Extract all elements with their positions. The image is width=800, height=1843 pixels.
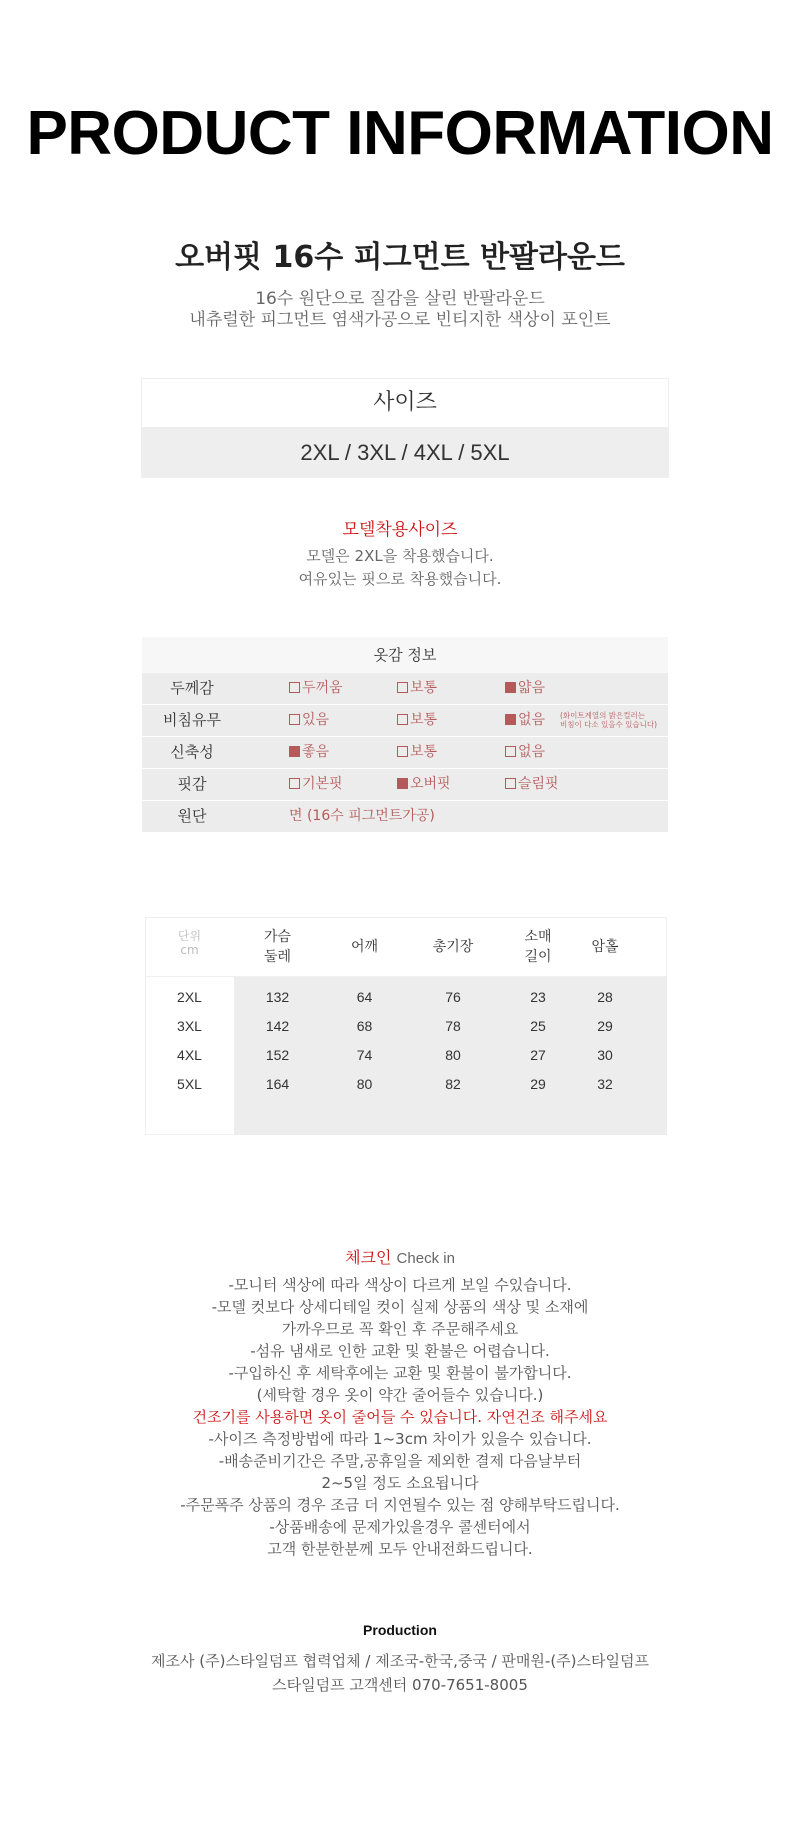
- measure-cell: 76: [445, 989, 461, 1005]
- fabric-option: 기본핏: [289, 769, 343, 800]
- production-line: 스타일덤프 고객센터 070-7651-8005: [272, 1676, 528, 1694]
- checkin-note: 가까우므로 꼭 확인 후 주문해주세요: [281, 1320, 519, 1338]
- measure-cell: 29: [530, 1076, 546, 1092]
- fabric-note: (화이트계열의 밝은컬러는 비침이 다소 있을수 있습니다): [560, 711, 658, 729]
- checkbox-icon: [289, 682, 300, 693]
- fabric-option: 보통: [397, 737, 437, 768]
- size-title: 사이즈: [141, 378, 669, 428]
- checkin-title-ko: 체크인: [345, 1248, 392, 1267]
- fabric-info-title: 옷감 정보: [142, 637, 668, 673]
- measure-cell: 142: [265, 1018, 290, 1034]
- fabric-option-checked: 오버핏: [397, 769, 451, 800]
- checkin-note: -구입하신 후 세탁후에는 교환 및 환불이 불가합니다.: [228, 1364, 572, 1382]
- fabric-row-label: 핏감: [177, 775, 207, 793]
- fabric-option-checked: 좋음: [289, 737, 329, 768]
- fabric-row-fit: [142, 769, 668, 801]
- product-desc-line: 16수 원단으로 질감을 살린 반팔라운드: [255, 289, 545, 309]
- production-title: Production: [363, 1622, 437, 1638]
- measure-cell: 80: [445, 1047, 461, 1063]
- checkin-title-en: Check in: [396, 1250, 455, 1267]
- checkbox-icon: [397, 714, 408, 725]
- fabric-row-sheerness: [142, 705, 668, 737]
- measure-cell: 152: [265, 1047, 290, 1063]
- checkbox-icon: [289, 714, 300, 725]
- measure-cell: 30: [597, 1047, 613, 1063]
- checked-checkbox-icon: [397, 778, 408, 789]
- fabric-option-checked: 얇음: [505, 673, 545, 704]
- fabric-option: 보통: [397, 673, 437, 704]
- checkin-note: -모델 컷보다 상세디테일 컷이 실제 상품의 색상 및 소재에: [211, 1298, 589, 1316]
- measure-cell: 29: [597, 1018, 613, 1034]
- checkbox-icon: [505, 746, 516, 757]
- checkin-note: -모니터 색상에 따라 색상이 다르게 보일 수있습니다.: [228, 1276, 572, 1294]
- checkbox-icon: [289, 778, 300, 789]
- fabric-row-stretch: [142, 737, 668, 769]
- fabric-row-label: 두께감: [170, 679, 214, 697]
- measure-cell: 74: [356, 1047, 373, 1063]
- measure-cell: 23: [530, 989, 546, 1005]
- model-size-line: 모델은 2XL을 착용했습니다.: [306, 547, 494, 565]
- measure-column-header: 총기장: [432, 939, 474, 955]
- checkin-note: -섬유 냄새로 인한 교환 및 환불은 어렵습니다.: [250, 1342, 550, 1360]
- model-size-line: 여유있는 핏으로 착용했습니다.: [298, 570, 502, 588]
- measure-cell: 78: [445, 1018, 461, 1034]
- fabric-row-label: 원단: [177, 807, 207, 825]
- measure-cell: 164: [265, 1076, 290, 1092]
- checkin-note: -사이즈 측정방법에 따라 1~3cm 차이가 있을수 있습니다.: [208, 1430, 592, 1448]
- measure-unit: 단위 cm: [177, 929, 202, 957]
- checkin-note: 2~5일 정도 소요됩니다: [321, 1474, 479, 1492]
- measure-cell: 68: [356, 1018, 373, 1034]
- measure-cell: 27: [530, 1047, 546, 1063]
- measure-column-header: 암홀: [591, 939, 619, 955]
- measure-column-header: 가슴 둘레: [263, 929, 292, 965]
- checkin-note: 고객 한분한분께 모두 안내전화드립니다.: [267, 1540, 533, 1558]
- checkin-title: [0, 1245, 800, 1268]
- checked-checkbox-icon: [289, 746, 300, 757]
- fabric-row-label: 비침유무: [163, 711, 221, 729]
- measure-row-size: 3XL: [177, 1018, 202, 1034]
- checkbox-icon: [505, 778, 516, 789]
- measure-cell: 80: [356, 1076, 373, 1092]
- model-size-title: 모델착용사이즈: [342, 520, 458, 540]
- checkin-note: -주문폭주 상품의 경우 조금 더 지연될수 있는 점 양해부탁드립니다.: [180, 1496, 620, 1514]
- measure-row-size: 2XL: [177, 989, 202, 1005]
- measure-cell: 32: [597, 1076, 613, 1092]
- fabric-option-checked: 없음: [505, 705, 545, 736]
- fabric-row-material: [142, 801, 668, 833]
- measure-cell: 64: [356, 989, 373, 1005]
- measure-row-size: 5XL: [177, 1076, 202, 1092]
- product-desc-line: 내츄럴한 피그먼트 염색가공으로 빈티지한 색상이 포인트: [189, 310, 611, 330]
- fabric-info-table: [142, 637, 668, 833]
- size-measure-table: [145, 917, 667, 1135]
- measure-column-header: 소매 길이: [524, 929, 552, 965]
- fabric-option: 슬림핏: [505, 769, 559, 800]
- fabric-material-value: 면 (16수 피그먼트가공): [289, 808, 435, 824]
- fabric-option: 보통: [397, 705, 437, 736]
- checkbox-icon: [397, 746, 408, 757]
- checkin-note: -상품배송에 문제가있을경우 콜센터에서: [269, 1518, 531, 1536]
- fabric-row-thickness: [142, 673, 668, 705]
- measure-column-header: 어깨: [350, 939, 379, 955]
- size-values: 2XL / 3XL / 4XL / 5XL: [141, 428, 669, 478]
- measure-cell: 132: [265, 989, 290, 1005]
- page-title: PRODUCT INFORMATION: [26, 99, 774, 168]
- measure-row-size: 4XL: [177, 1047, 202, 1063]
- checkin-warning: 건조기를 사용하면 옷이 줄어들 수 있습니다. 자연건조 해주세요: [192, 1408, 608, 1426]
- measure-cell: 82: [445, 1076, 461, 1092]
- checkbox-icon: [397, 682, 408, 693]
- fabric-option: 두꺼움: [289, 673, 343, 704]
- size-box: [141, 378, 669, 478]
- production-line: 제조사 (주)스타일덤프 협력업체 / 제조국-한국,중국 / 판매원-(주)스타일덤프: [151, 1652, 649, 1670]
- fabric-row-label: 신축성: [170, 743, 214, 761]
- checked-checkbox-icon: [505, 714, 516, 725]
- product-name: 오버핏 16수 피그먼트 반팔라운드: [175, 240, 625, 275]
- fabric-option: 없음: [505, 737, 545, 768]
- fabric-option: 있음: [289, 705, 329, 736]
- measure-cell: 28: [597, 989, 613, 1005]
- checked-checkbox-icon: [505, 682, 516, 693]
- measure-cell: 25: [530, 1018, 546, 1034]
- checkin-note: (세탁할 경우 옷이 약간 줄어들수 있습니다.): [256, 1386, 544, 1404]
- checkin-note: -배송준비기간은 주말,공휴일을 제외한 결제 다음날부터: [218, 1452, 582, 1470]
